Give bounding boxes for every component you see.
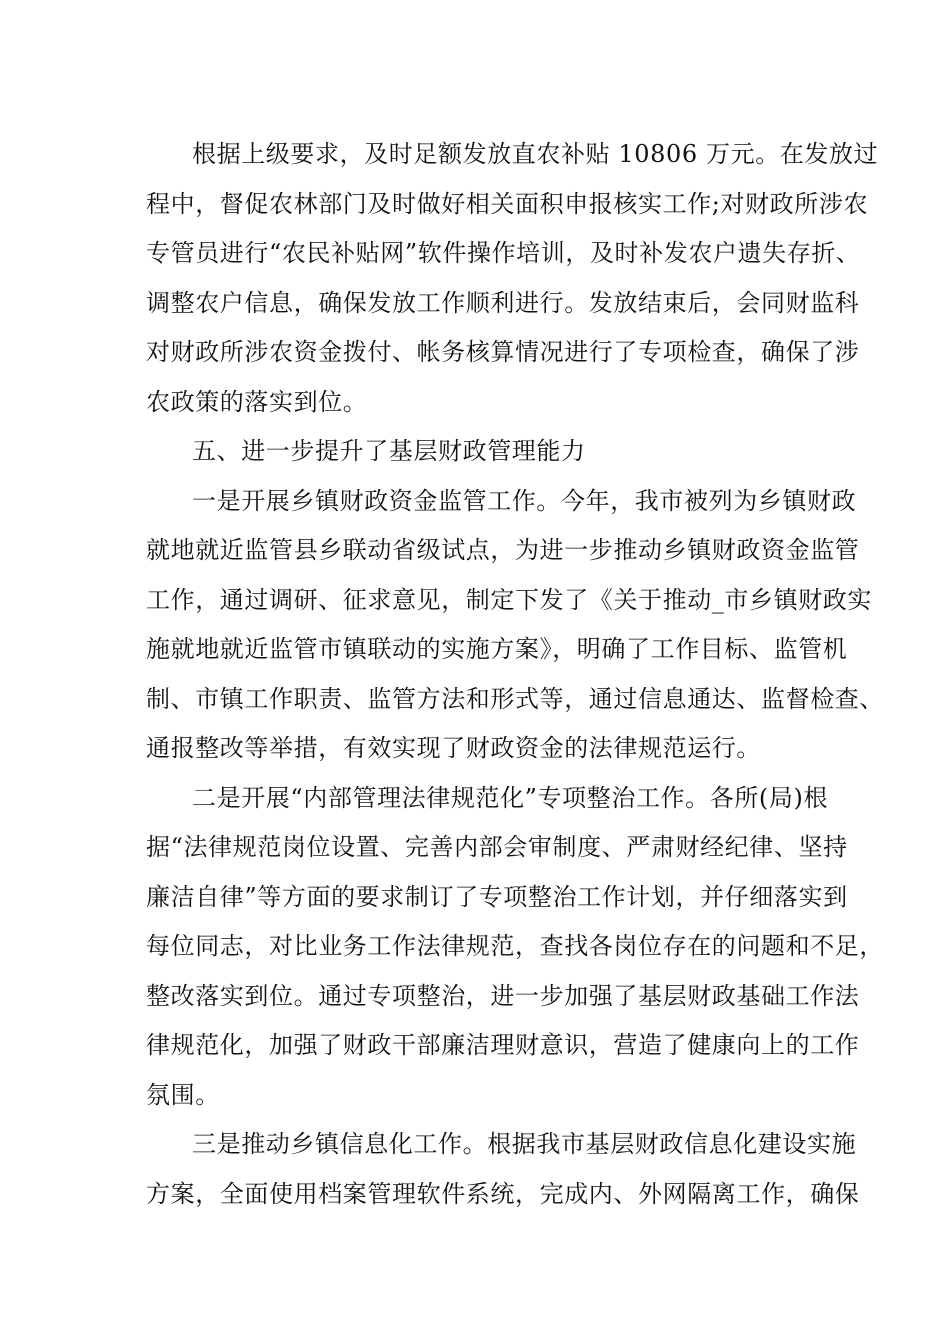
paragraph-line: 调整农户信息，确保发放工作顺利进行。发放结束后，会同财监科 — [146, 288, 860, 317]
paragraph-first-line: 三是推动乡镇信息化工作。根据我市基层财政信息化建设实施 — [192, 1130, 857, 1158]
paragraph-line: 廉洁自律”等方面的要求制订了专项整治工作计划，并仔细落实到 — [146, 882, 848, 911]
paragraph-line: 农政策的落实到位。 — [146, 387, 368, 416]
paragraph-line: 氛围。 — [146, 1080, 220, 1109]
paragraph-line: 通报整改等举措，有效实现了财政资金的法律规范运行。 — [146, 734, 761, 762]
paragraph-line: 方案，全面使用档案管理软件系统，完成内、外网隔离工作，确保 — [146, 1179, 860, 1208]
paragraph-line: 对财政所涉农资金拨付、帐务核算情况进行了专项检查，确保了涉 — [146, 338, 860, 366]
document-body — [146, 130, 884, 1219]
paragraph-line: 就地就近监管县乡联动省级试点，为进一步推动乡镇财政资金监管 — [146, 536, 860, 564]
paragraph-line: 施就地就近监管市镇联动的实施方案》，明确了工作目标、监管机 — [146, 635, 848, 663]
paragraph-line: 每位同志，对比业务工作法律规范，查找各岗位存在的问题和不足， — [146, 932, 884, 960]
paragraph-first-line: 二是开展“内部管理法律规范化”专项整治工作。各所(局)根 — [192, 783, 829, 812]
paragraph-line: 工作，通过调研、征求意见，制定下发了《关于推动_市乡镇财政实 — [146, 585, 872, 614]
paragraph-line: 整改落实到位。通过专项整治，进一步加强了基层财政基础工作法 — [146, 981, 860, 1010]
paragraph-line: 制、市镇工作职责、监管方法和形式等，通过信息通达、监督检查、 — [146, 684, 884, 713]
paragraph-first-line: 根据上级要求，及时足额发放直农补贴 10806 万元。在发放过 — [192, 140, 879, 168]
paragraph-line: 律规范化，加强了财政干部廉洁理财意识，营造了健康向上的工作 — [146, 1031, 860, 1059]
paragraph-line: 程中，督促农林部门及时做好相关面积申报核实工作;对财政所涉农 — [146, 189, 869, 218]
paragraph-line: 据“法律规范岗位设置、完善内部会审制度、严肃财经纪律、坚持 — [146, 833, 848, 861]
paragraph-first-line: 五、进一步提升了基层财政管理能力 — [192, 437, 586, 465]
paragraph-line: 专管员进行“农民补贴网”软件操作培训，及时补发农户遗失存折、 — [146, 239, 861, 267]
paragraph-first-line: 一是开展乡镇财政资金监管工作。今年，我市被列为乡镇财政 — [192, 486, 857, 515]
